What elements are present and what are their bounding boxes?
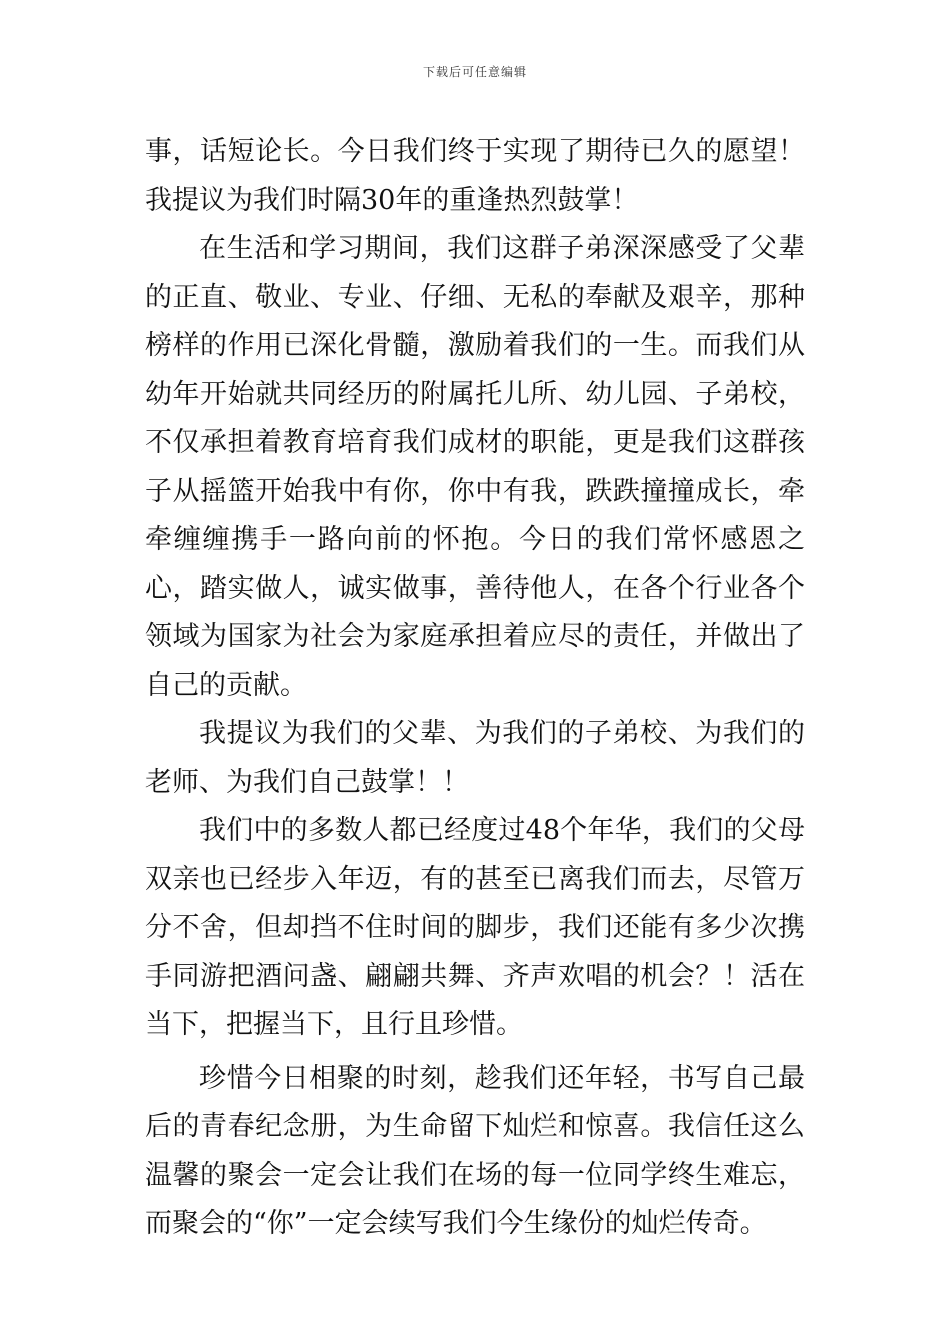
- paragraph-3: 我提议为我们的父辈、为我们的子弟校、为我们的老师、为我们自己鼓掌！！: [145, 718, 805, 798]
- paragraph-4: 我们中的多数人都已经度过48个年华，我们的父母双亲也已经步入年迈，有的甚至已离我们而去，尽管万分不舍，但却挡不住时间的脚步，我们还能有多少次携手同游把酒问盏、翩翩共舞、齐声欢唱的机会？！活在当下，把握当下，且行且珍惜。: [145, 815, 805, 1040]
- document-body: [145, 128, 805, 1249]
- paragraph-5: 珍惜今日相聚的时刻，趁我们还年轻，书写自己最后的青春纪念册，为生命留下灿烂和惊喜。我信任这么温馨的聚会一定会让我们在场的每一位同学终生难忘，而聚会的“你”一定会续写我们今生缘份的灿烂传奇。: [145, 1062, 805, 1239]
- paragraph-2: 在生活和学习期间，我们这群子弟深深感受了父辈的正直、敬业、专业、仔细、无私的奉献及艰辛，那种榜样的作用已深化骨髓，激励着我们的一生。而我们从幼年开始就共同经历的附属托儿所、幼儿园、子弟校，不仅承担着教育培育我们成材的职能，更是我们这群孩子从摇篮开始我中有你，你中有我，跌跌撞撞成长，牵牵缠缠携手一路向前的怀抱。今日的我们常怀感恩之心，踏实做人，诚实做事，善待他人，在各个行业各个领域为国家为社会为家庭承担着应尽的责任，并做出了自己的贡献。: [145, 233, 805, 701]
- page-header: 下载后可任意编辑: [422, 65, 527, 79]
- paragraph-1: 事，话短论长。今日我们终于实现了期待已久的愿望！我提议为我们时隔30年的重逢热烈鼓掌！: [145, 136, 805, 216]
